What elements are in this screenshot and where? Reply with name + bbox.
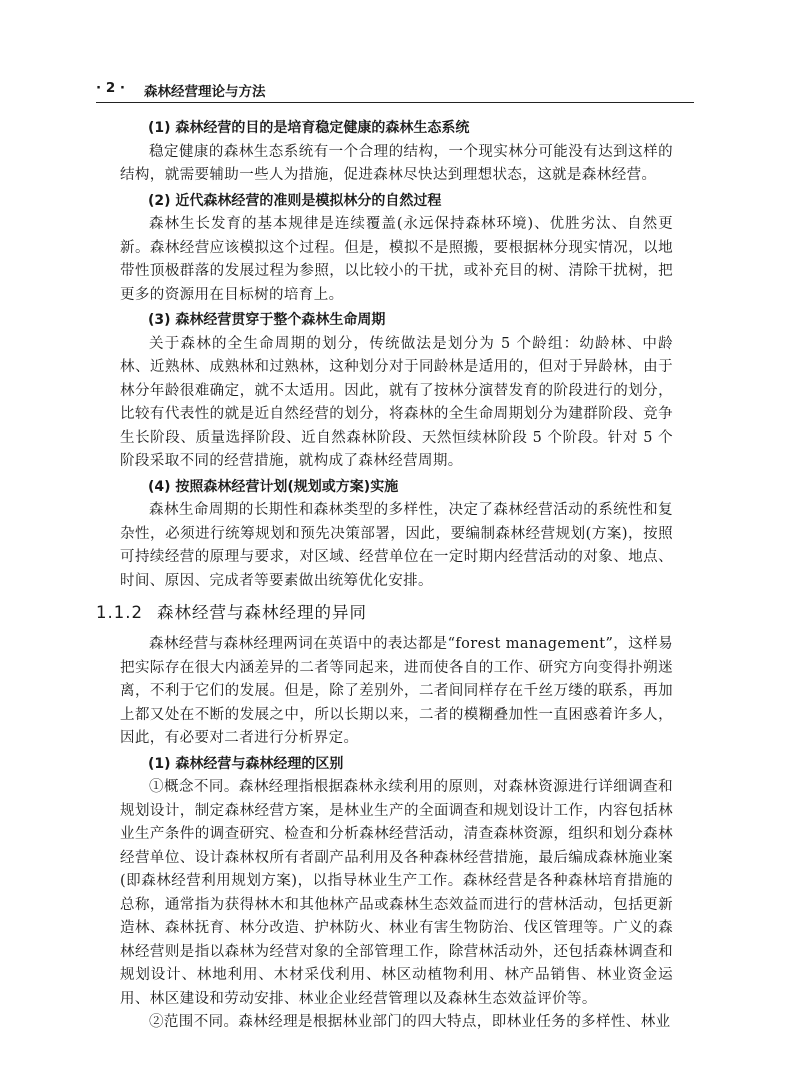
subheading-3: (3) 森林经营贯穿于整个森林生命周期	[148, 312, 386, 328]
paragraph: 稳定健康的森林生态系统有一个合理的结构，一个现实林分可能没有达到这样的结构，就需要辅助一些人为措施，促进森林尽快达到理想状态，这就是森林经营。	[120, 143, 673, 183]
paragraph: 森林经营与森林经理两词在英语中的表达都是“forest management”，这样易把实际存在很大内涵差异的二者等同起来，进而使各自的工作、研究方向变得扑朔迷离，不利于它们的发展。但是，除了差别外，二者间同样存在千丝万缕的联系，再加上都又处在不断的发展之中，所以长期以来，二者的模糊叠加性一直困惑着许多人，因此，有必要对二者进行分析界定。	[120, 636, 673, 746]
paragraph: 关于森林的全生命周期的划分，传统做法是划分为 5 个龄组：幼龄林、中龄林、近熟林、成熟林和过熟林，这种划分对于同龄林是适用的，但对于异龄林，由于林分年龄很难确定，就不太适用。因此，就有了按林分演替发育的阶段进行的划分，比较有代表性的就是近自然经营的划分，将森林的全生命周期划分为建群阶段、竞争生长阶段、质量选择阶段、近自然森林阶段、天然恒续林阶段 5 个阶段。针对 5 个阶段采取不同的经营措施，就构成了森林经营周期。	[120, 335, 673, 469]
subheading-2: (2) 近代森林经营的准则是模拟林分的自然过程	[148, 192, 442, 209]
subheading-4: (4) 按照森林经营计划(规划或方案)实施	[148, 478, 399, 495]
header-rule	[96, 102, 694, 103]
paragraph: 森林生命周期的长期性和森林类型的多样性，决定了森林经营活动的系统性和复杂性，必须进行统筹规划和预先决策部署，因此，要编制森林经营规划(方案)，按照可持续经营的原理与要求，对区域、经营单位在一定时期内经营活动的对象、地点、时间、原因、完成者等要素做出统筹优化安排。	[120, 502, 673, 589]
subheading-5: (1) 森林经营与森林经理的区别	[148, 755, 344, 772]
running-header	[96, 74, 694, 100]
paragraph: ②范围不同。森林经理是根据林业部门的四大特点，即林业任务的多样性、林业	[149, 1014, 671, 1030]
page-body	[96, 115, 673, 1035]
page-number: · 2 ·	[96, 80, 126, 96]
section-heading	[96, 601, 673, 625]
paragraph: 森林生长发育的基本规律是连续覆盖(永远保持森林环境)、优胜劣汰、自然更新。森林经营应该模拟这个过程。但是，模拟不是照搬，要根据林分现实情况，以地带性顶极群落的发展过程为参照，以比较小的干扰，或补充目的树、清除干扰树，把更多的资源用在目标树的培育上。	[120, 216, 673, 303]
subheading-1: (1) 森林经营的目的是培育稳定健康的森林生态系统	[148, 120, 470, 136]
book-title: 森林经营理论与方法	[144, 84, 266, 100]
section-number: 1.1.2	[96, 603, 143, 622]
section-title: 森林经营与森林经理的异同	[156, 603, 367, 622]
paragraph: ①概念不同。森林经理指根据森林永续利用的原则，对森林资源进行详细调查和规划设计，制定森林经营方案，是林业生产的全面调查和规划设计工作，内容包括林业生产条件的调查研究、检查和分析森林经营活动，清查森林资源，组织和划分森林经营单位、设计森林权所有者副产品利用及各种森林经营措施，最后编成森林施业案(即森林经营利用规划方案)，以指导林业生产工作。森林经营是各种森林培育措施的总称，通常指为获得林木和其他林产品或森林生态效益而进行的营林活动，包括更新造林、森林抚育、林分改造、护林防火、林业有害生物防治、伐区管理等。广义的森林经营则是指以森林为经营对象的全部管理工作，除营林活动外，还包括森林调查和规划设计、林地利用、木材采伐利用、林区动植物利用、林产品销售、林业资金运用、林区建设和劳动安排、林业企业经营管理以及森林生态效益评价等。	[120, 779, 673, 1007]
